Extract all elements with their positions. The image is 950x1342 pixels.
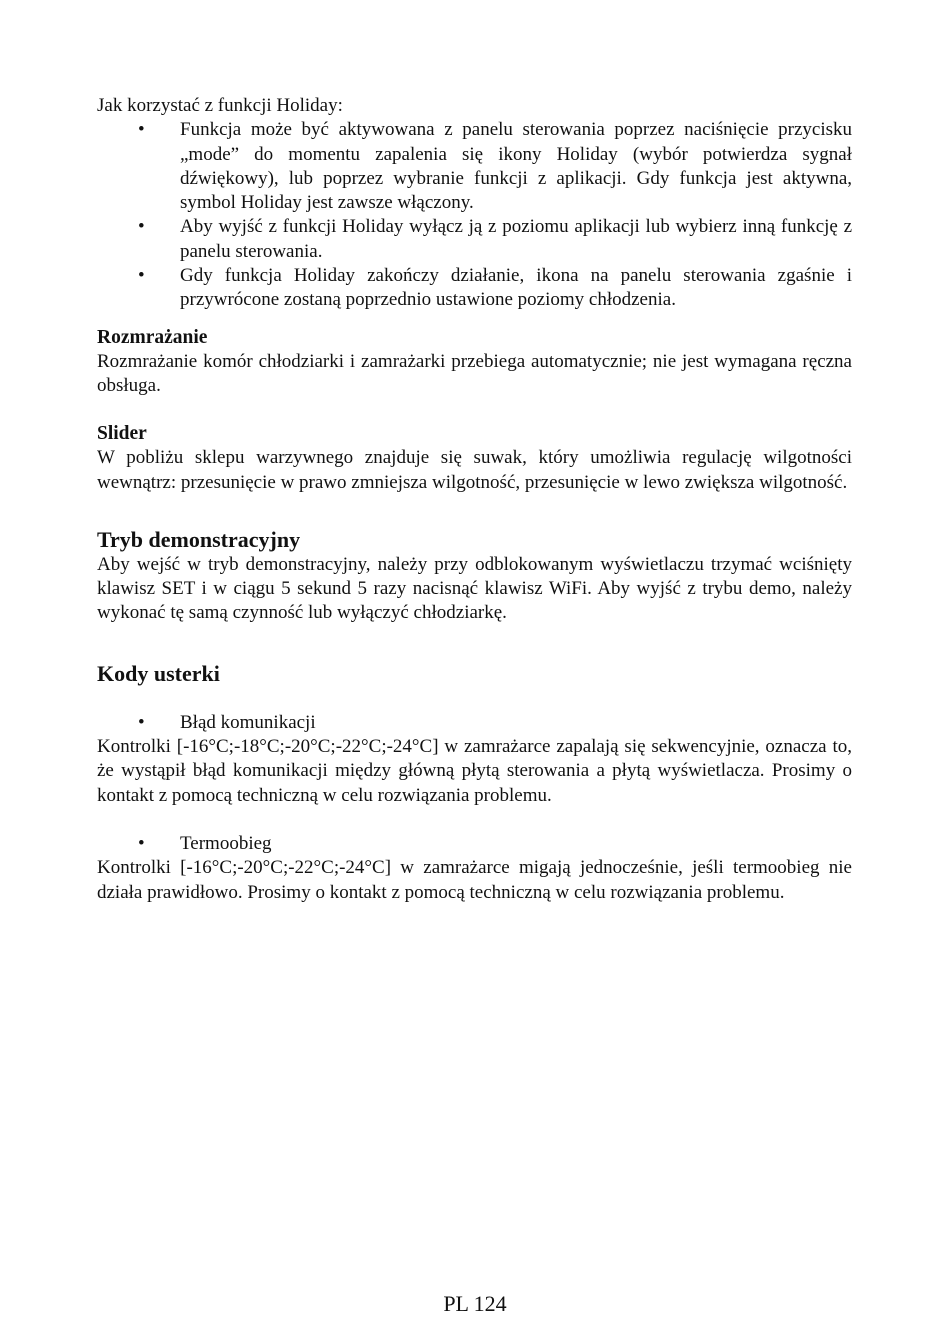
document-body [97,94,852,905]
slider-heading: Slider [97,423,147,445]
bullet-icon: • [138,711,145,733]
demo-heading: Tryb demonstracyjny [97,526,301,552]
page-number: PL 124 [443,1291,507,1316]
list-item [97,711,852,735]
holiday-intro: Jak korzystać z funkcji Holiday: [97,95,343,116]
error-thermo-text: Kontrolki [-16°C;-20°C;-22°C;-24°C] w zamrażarce migają jednocześnie, jeśli termoobieg nie działa prawidłowo. Prosimy o kontakt z pomocą techniczną w celu rozwiązania problemu. [97,857,852,903]
bullet-icon: • [138,265,145,287]
errors-heading: Kody usterki [97,660,220,686]
defrost-text: Rozmrażanie komór chłodziarki i zamrażarki przebiega automatycznie; nie jest wymagana ręczna obsługa. [97,350,852,396]
list-item [97,832,852,856]
bullet-icon: • [138,832,145,854]
error-comm-label: Błąd komunikacji [180,711,316,733]
defrost-heading: Rozmrażanie [97,326,208,348]
list-item [97,118,852,215]
error-thermo-list [97,832,852,856]
holiday-list [97,118,852,312]
error-comm-list [97,711,852,735]
list-item-text: Gdy funkcja Holiday zakończy działanie, ikona na panelu sterowania zgaśnie i przywrócone zostaną poprzednio ustawione poziomy chłodzenia. [180,265,852,311]
list-item [97,215,852,264]
error-thermo-label: Termoobieg [180,832,272,854]
bullet-icon: • [138,119,145,141]
list-item [97,264,852,313]
list-item-text: Aby wyjść z funkcji Holiday wyłącz ją z poziomu aplikacji lub wybierz inną funkcję z panelu sterowania. [180,216,852,262]
slider-text: W pobliżu sklepu warzywnego znajduje się suwak, który umożliwia regulację wilgotności wewnątrz: przesunięcie w prawo zmniejsza wilgotność, przesunięcie w lewo zwiększa wilgotność. [97,447,852,493]
list-item-text: Funkcja może być aktywowana z panelu sterowania poprzez naciśnięcie przycisku „mode” do momentu zapalenia się ikony Holiday (wybór potwierdza sygnał dźwiękowy), lub poprzez wybranie funkcji z aplikacji. Gdy funkcja jest aktywna, symbol Holiday jest zawsze włączony. [180,119,852,214]
error-comm-text: Kontrolki [-16°C;-18°C;-20°C;-22°C;-24°C] w zamrażarce zapalają się sekwencyjnie, oznacza to, że wystąpił błąd komunikacji między główną płytą sterowania a płytą wyświetlacza. Prosimy o kontakt z pomocą techniczną w celu rozwiązania problemu. [97,736,852,806]
bullet-icon: • [138,216,145,238]
demo-text: Aby wejść w tryb demonstracyjny, należy przy odblokowanym wyświetlaczu trzymać wciśnięty klawisz SET i w ciągu 5 sekund 5 razy nacisnąć klawisz WiFi. Aby wyjść z trybu demo, należy wykonać tę samą czynność lub wyłączyć chłodziarkę. [97,553,852,624]
